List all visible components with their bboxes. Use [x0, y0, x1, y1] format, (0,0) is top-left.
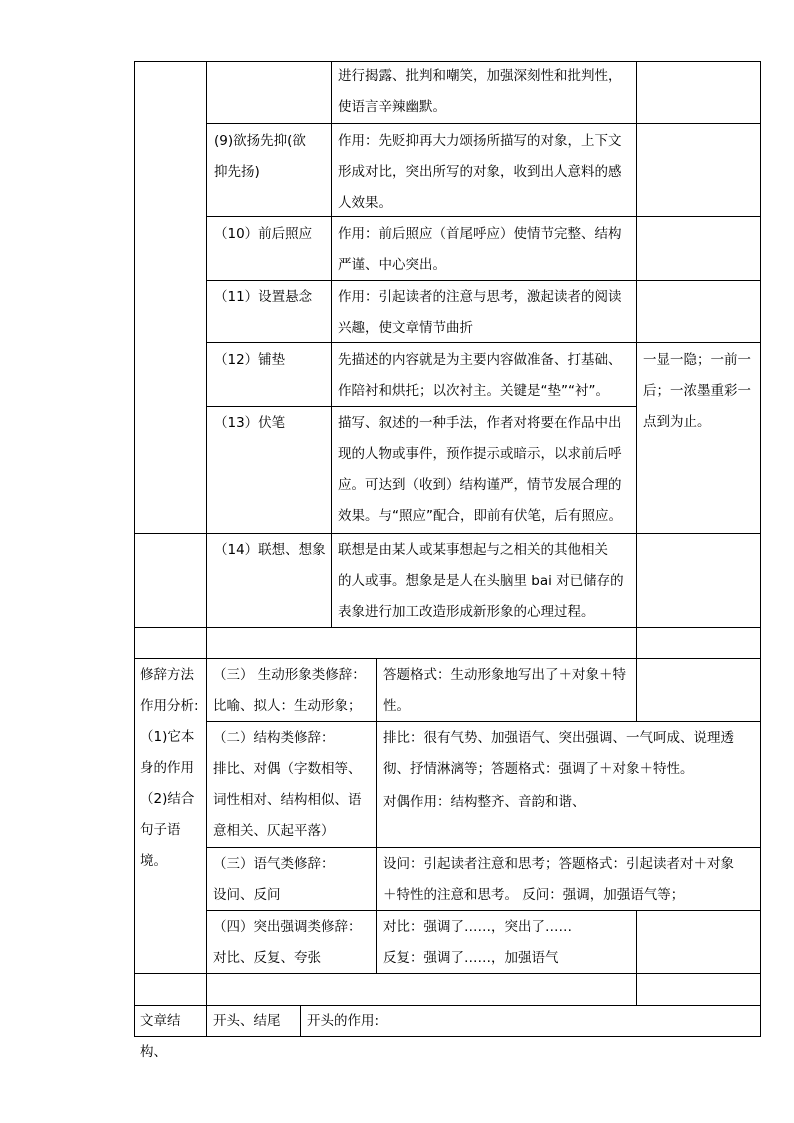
rhetoric-type [208, 659, 376, 723]
cell-line: 身的作用 [140, 760, 194, 776]
cell-line: 作用分析: [140, 698, 199, 714]
cell-line: 反复：强调了……，加强语气 [383, 950, 559, 966]
rhetoric-answer [378, 659, 636, 723]
cell-line: 表象进行加工改造形成新形象的心理过程。 [338, 604, 595, 620]
rhetoric-answer [378, 911, 636, 975]
cell-line: 对偶作用：结构整齐、音韵和谐、 [383, 794, 586, 810]
rule [760, 61, 761, 1037]
cell-line: 对比：强调了……，突出了…… [383, 919, 572, 935]
rule [636, 658, 637, 721]
cell-line: 答题格式：生动形象地写出了＋对象＋特 [383, 667, 626, 683]
structure-heading [136, 1005, 207, 1069]
technique-effect [333, 218, 636, 282]
table-cell [333, 60, 636, 124]
cell-line: （14）联想、想象 [214, 542, 326, 558]
cell-line: 效果。与“照应”配合，即前有伏笔，后有照应。 [338, 508, 622, 524]
cell-line: 排比：很有气势、加强语气、突出强调、一气呵成、说理透 [383, 730, 734, 746]
cell-line: 先描述的内容就是为主要内容做准备、打基础、 [338, 352, 622, 368]
cell-line: 点到为止。 [643, 414, 711, 430]
cell-line: 作用：先贬抑再大力颂扬所描写的对象，上下文 [338, 133, 622, 149]
cell-line: 彻、抒情淋漓等；答题格式：强调了＋对象＋特性。 [383, 761, 694, 777]
cell-line: （三） 生动形象类修辞： [213, 667, 366, 683]
cell-line: 设问、反问 [213, 887, 281, 903]
cell-line: （10）前后照应 [214, 226, 313, 242]
cell-line: 联想是由某人或某事想起与之相关的其他相关 [338, 542, 608, 558]
cell-line: 开头、结尾 [213, 1013, 281, 1029]
technique-effect [333, 125, 636, 220]
cell-line: 作陪衬和烘托；以次衬主。关键是“垫”“衬”。 [338, 383, 609, 399]
cell-line: （2)结合 [140, 791, 195, 807]
rule [636, 910, 637, 1005]
technique-effect [333, 534, 636, 629]
cell-line: （13）伏笔 [214, 415, 286, 431]
cell-line: 严谨、中心突出。 [338, 257, 446, 273]
cell-line: (9)欲扬先抑(欲 [214, 133, 306, 149]
cell-line: 的人或事。想象是是人在头脑里 bai 对已储存的 [338, 573, 624, 589]
rule [134, 61, 135, 1037]
cell-line: 作用：引起读者的注意与思考，激起读者的阅读 [338, 289, 622, 305]
cell-line: 后；一浓墨重彩一 [643, 383, 751, 399]
rhetoric-heading [136, 659, 207, 878]
cell-line: 进行揭露、批判和嘲笑，加强深刻性和批判性， [338, 68, 622, 84]
cell-line: 现的人物或事件，预作提示或暗示，以求前后呼 [338, 446, 622, 462]
cell-line: 人效果。 [338, 195, 392, 211]
technique-effect [333, 281, 636, 345]
rule [636, 61, 637, 658]
rhetoric-type [208, 848, 376, 912]
technique-name [209, 125, 331, 189]
cell-line: 抑先扬) [214, 164, 260, 180]
cell-line: 词性相对、结构相似、语 [213, 792, 362, 808]
cell-line: 修辞方法 [140, 667, 194, 683]
cell-line: 性。 [383, 698, 410, 714]
cell-line: （二）结构类修辞： [213, 730, 335, 746]
cell-line: 作用：前后照应（首尾呼应）使情节完整、结构 [338, 226, 622, 242]
technique-name [209, 218, 331, 251]
structure-type [208, 1005, 300, 1038]
technique-effect [333, 407, 636, 533]
technique-name [209, 281, 331, 314]
cell-line: 排比、对偶（字数相等、 [213, 761, 362, 777]
technique-note [638, 344, 760, 439]
rule [331, 61, 332, 627]
cell-line: 句子语境。 [140, 822, 181, 869]
technique-effect [333, 344, 636, 408]
rhetoric-type [208, 722, 376, 848]
cell-line: 开头的作用: [307, 1013, 380, 1029]
cell-line: 一显一隐；一前一 [643, 352, 751, 368]
technique-name [209, 407, 331, 440]
cell-line: （四）突出强调类修辞： [213, 919, 362, 935]
technique-name [209, 344, 331, 377]
cell-line: ＋特性的注意和思考。 反问：强调，加强语气等； [383, 887, 685, 903]
cell-line: 形成对比，突出所写的对象，收到出人意料的感 [338, 164, 622, 180]
cell-line: （12）铺垫 [214, 352, 286, 368]
cell-line: （1)它本 [140, 729, 195, 745]
rhetoric-type [208, 911, 376, 975]
cell-line: 应。可达到（收到）结构谨严，情节发展合理的 [338, 477, 622, 493]
cell-line: 比喻、拟人：生动形象； [213, 698, 362, 714]
rhetoric-answer [378, 722, 760, 819]
cell-line: 文章结构、 [140, 1013, 181, 1060]
cell-line: 使语言辛辣幽默。 [338, 99, 446, 115]
cell-line: （11）设置悬念 [214, 289, 313, 305]
cell-line: （三）语气类修辞： [213, 856, 335, 872]
rhetoric-answer [378, 848, 760, 912]
cell-line: 兴趣，使文章情节曲折 [338, 320, 473, 336]
technique-name [209, 534, 331, 567]
rule [300, 1005, 301, 1037]
rule [376, 658, 377, 973]
structure-answer [302, 1005, 760, 1038]
cell-line: 设问：引起读者注意和思考；答题格式：引起读者对＋对象 [383, 856, 734, 872]
cell-line: 描写、叙述的一种手法，作者对将要在作品中出 [338, 415, 622, 431]
cell-line: 意相关、仄起平落） [213, 823, 335, 839]
cell-line: 对比、反复、夸张 [213, 950, 321, 966]
rule [206, 61, 207, 1037]
